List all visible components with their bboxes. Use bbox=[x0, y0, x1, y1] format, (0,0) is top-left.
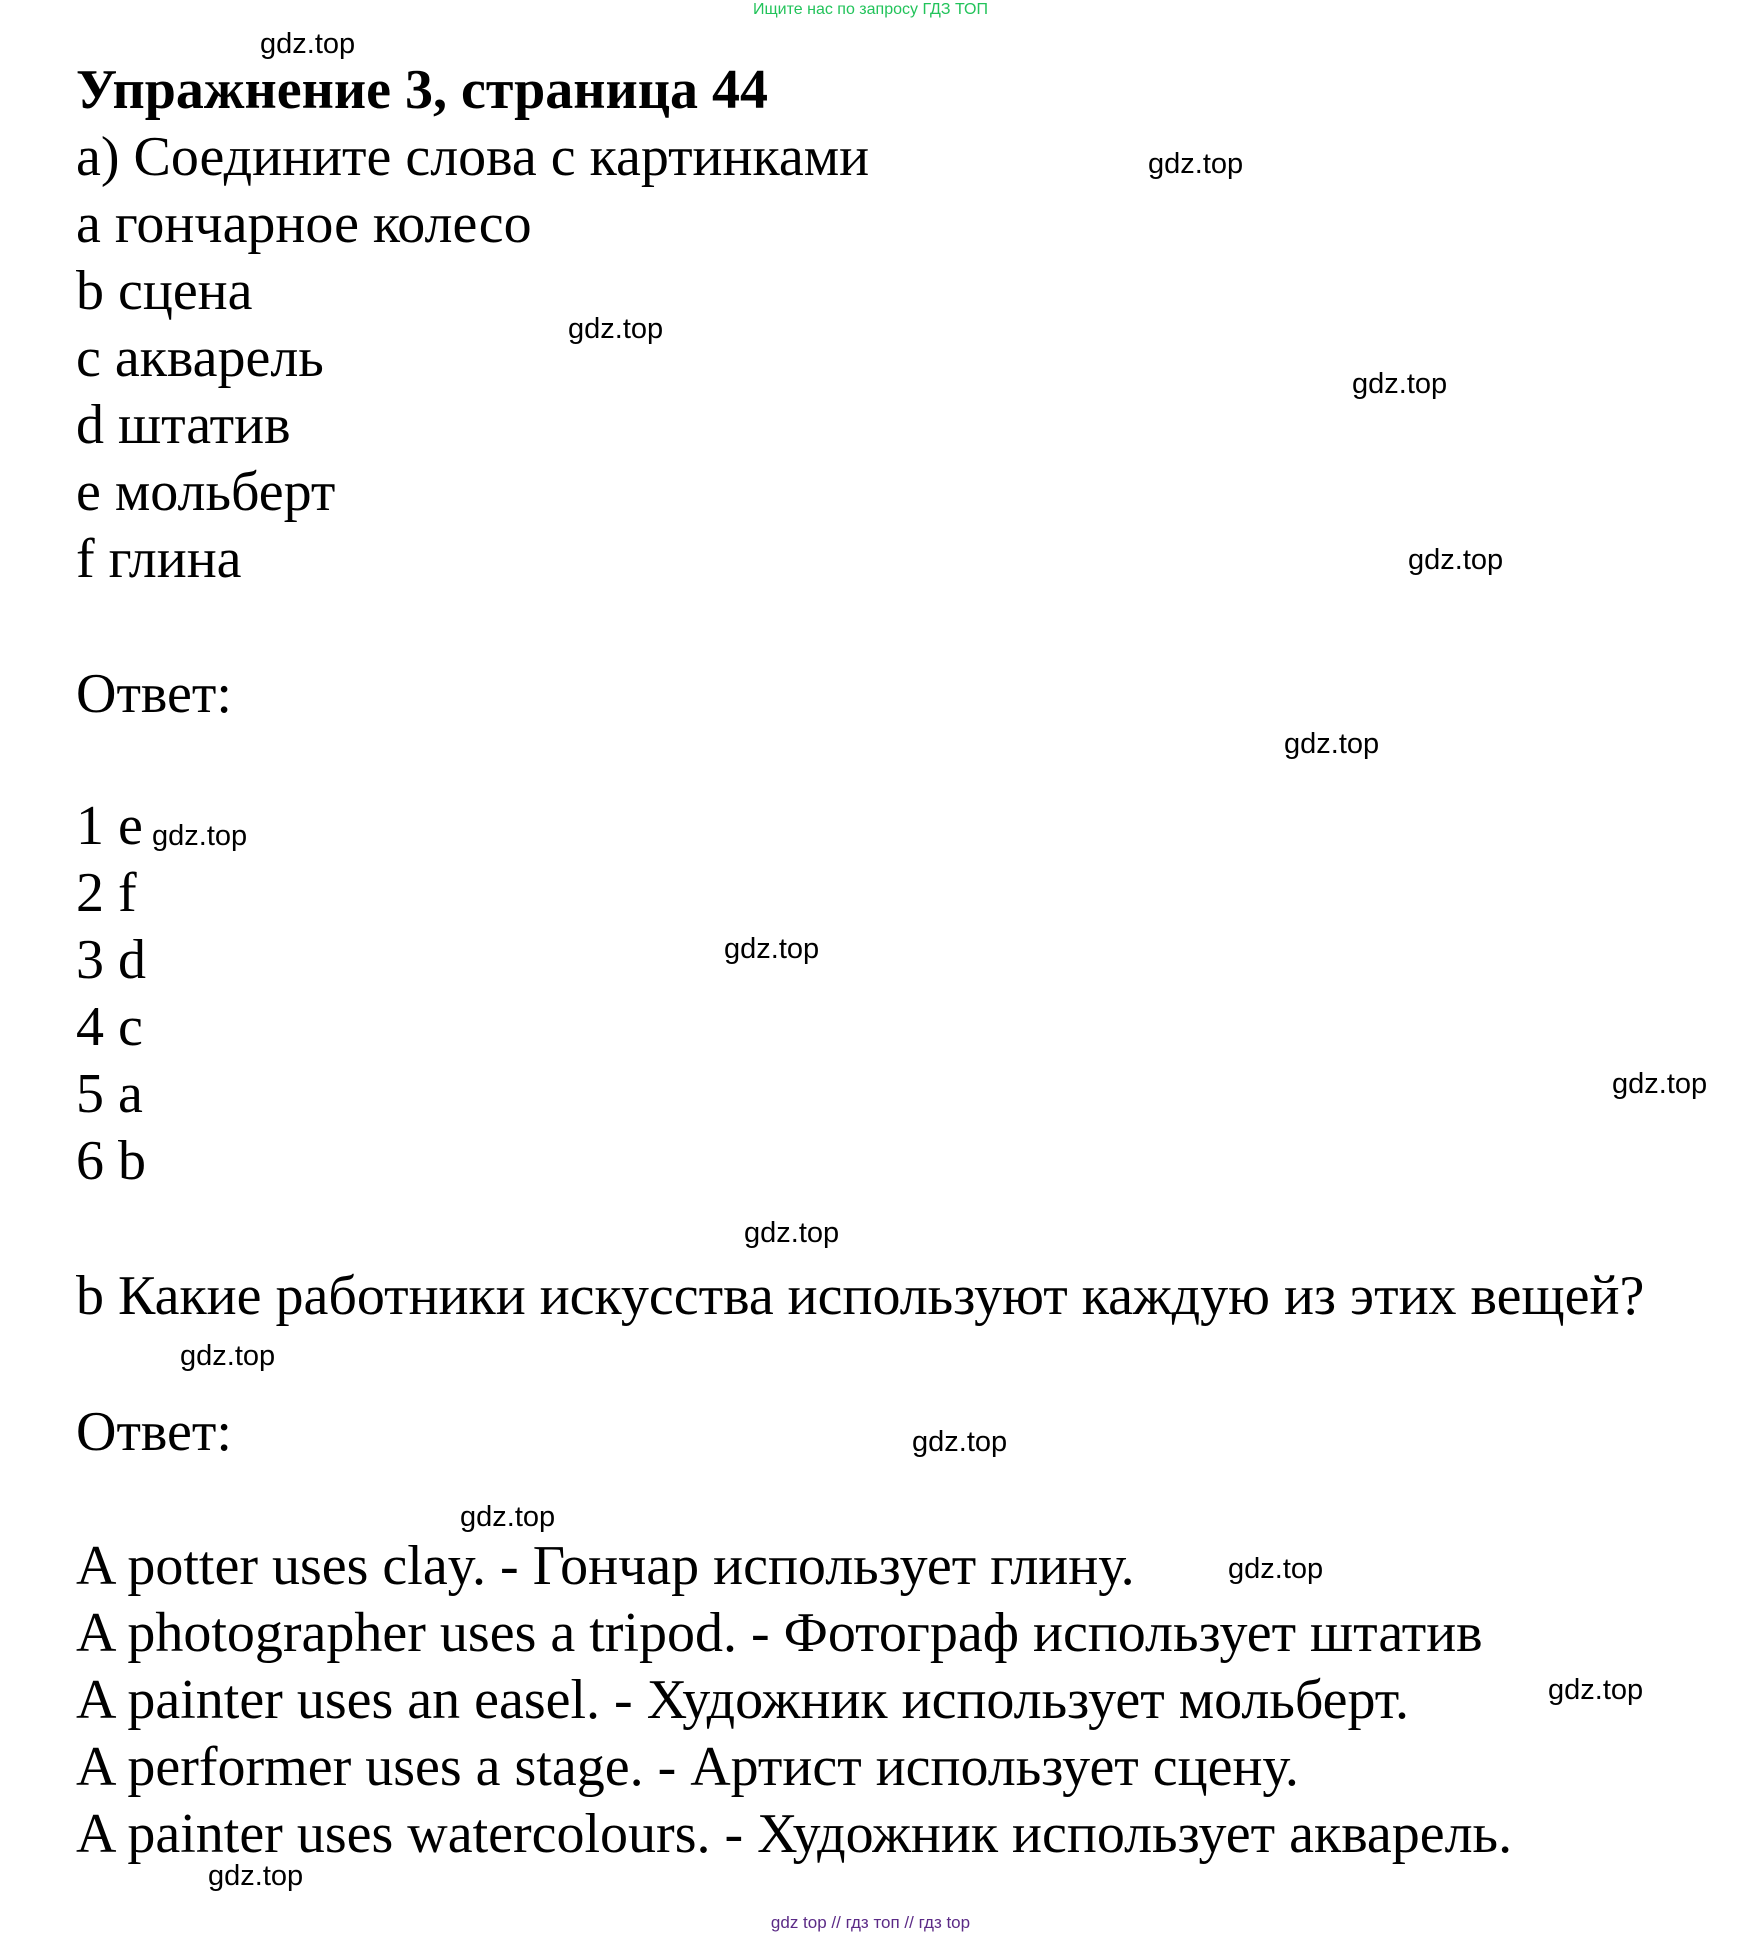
watermark: gdz.top bbox=[208, 1860, 304, 1892]
footer-links[interactable]: gdz top // гдз топ // гдз top bbox=[770, 1913, 971, 1932]
watermark: gdz.top bbox=[744, 1217, 840, 1249]
top-banner[interactable]: Ищите нас по запросу ГДЗ ТОП bbox=[753, 1, 988, 18]
watermark: gdz.top bbox=[1228, 1553, 1324, 1585]
watermark: gdz.top bbox=[1284, 728, 1380, 760]
word-item: c акварель bbox=[76, 327, 324, 389]
task-a: a) Соедините слова с картинками bbox=[76, 126, 870, 188]
answer-item: 6 b bbox=[76, 1130, 146, 1192]
word-item: d штатив bbox=[76, 394, 291, 456]
watermark: gdz.top bbox=[180, 1340, 276, 1372]
watermark: gdz.top bbox=[1352, 368, 1448, 400]
answer-item: 5 a bbox=[76, 1063, 143, 1125]
watermark: gdz.top bbox=[568, 313, 664, 345]
watermark: gdz.top bbox=[1612, 1068, 1708, 1100]
sentence-answer: A photographer uses a tripod. - Фотограф использует штатив bbox=[76, 1602, 1483, 1664]
sentence-answer: A painter uses an easel. - Художник использует мольберт. bbox=[76, 1669, 1410, 1731]
sentence-answer: A performer uses a stage. - Артист использует сцену. bbox=[76, 1736, 1299, 1798]
answer-label-a: Ответ: bbox=[76, 663, 232, 725]
answer-item: 3 d bbox=[76, 929, 146, 991]
watermark: gdz.top bbox=[260, 28, 356, 60]
sentence-answer: A potter uses clay. - Гончар использует глину. bbox=[76, 1535, 1135, 1597]
word-item: f глина bbox=[76, 528, 242, 590]
word-item: b сцена bbox=[76, 260, 253, 322]
watermark: gdz.top bbox=[1148, 148, 1244, 180]
watermark: gdz.top bbox=[1548, 1674, 1644, 1706]
watermark: gdz.top bbox=[912, 1426, 1008, 1458]
answer-item: 2 f bbox=[76, 862, 137, 924]
answer-label-b: Ответ: bbox=[76, 1401, 232, 1463]
task-b: b Какие работники искусства используют каждую из этих вещей? bbox=[76, 1265, 1645, 1327]
watermark: gdz.top bbox=[724, 933, 820, 965]
answer-item: 1 e bbox=[76, 795, 143, 857]
answer-item: 4 c bbox=[76, 996, 143, 1058]
watermark: gdz.top bbox=[152, 820, 248, 852]
watermark: gdz.top bbox=[460, 1501, 556, 1533]
page-title: Упражнение 3, страница 44 bbox=[76, 59, 769, 121]
word-item: e мольберт bbox=[76, 461, 336, 523]
sentence-answer: A painter uses watercolours. - Художник использует акварель. bbox=[76, 1803, 1513, 1865]
word-item: a гончарное колесо bbox=[76, 193, 532, 255]
watermark: gdz.top bbox=[1408, 544, 1504, 576]
